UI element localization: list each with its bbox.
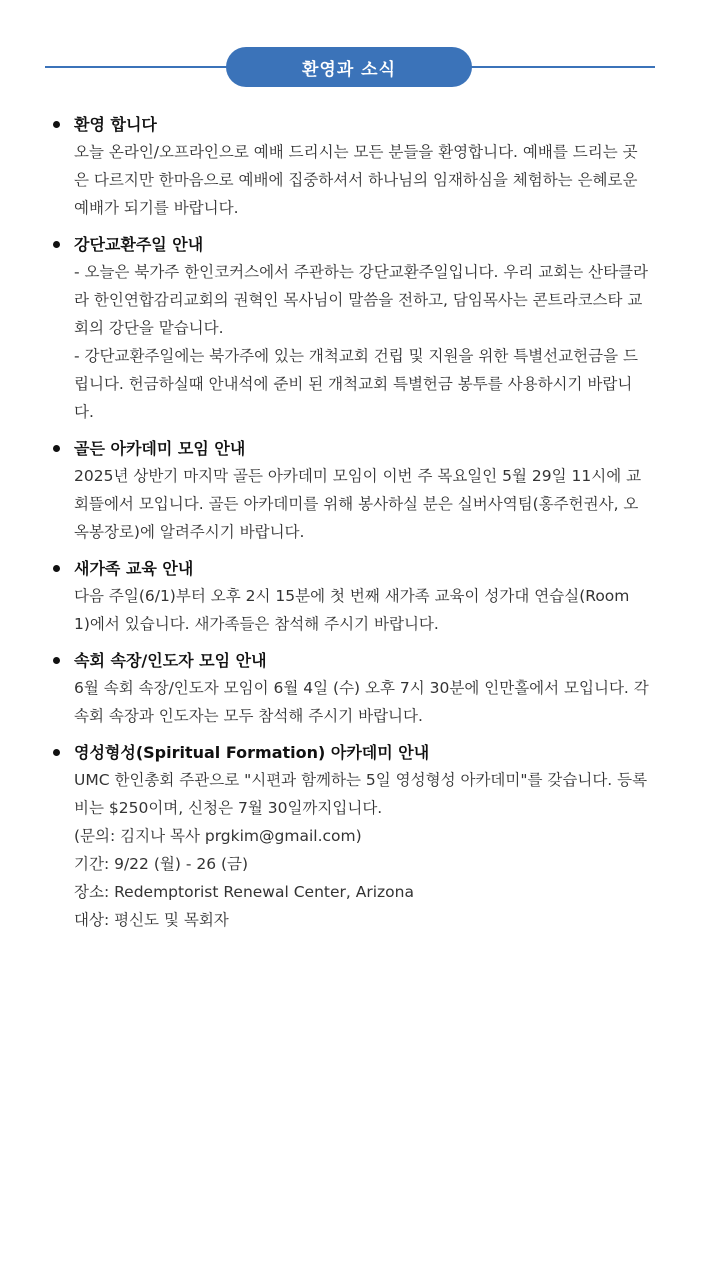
announcement-text: 다음 주일(6/1)부터 오후 2시 15분에 첫 번째 새가족 교육이 성가대 연습실(Room 1)에서 있습니다. 새가족들은 참석해 주시기 바랍니다. <box>74 587 630 633</box>
announcement-item <box>50 112 650 222</box>
announcement-body <box>74 674 649 730</box>
header-divider-right <box>465 66 655 68</box>
announcements-list <box>50 112 650 944</box>
section-header <box>0 0 702 110</box>
bullet-icon <box>53 121 60 128</box>
announcement-text: - 강단교환주일에는 북가주에 있는 개척교회 건립 및 지원을 위한 특별선교헌금을 드립니다. 헌금하실때 안내석에 준비 된 개척교회 특별헌금 봉투를 사용하시기 바랍니다. <box>74 347 638 421</box>
announcement-body <box>74 766 649 934</box>
announcement-item <box>50 648 650 730</box>
bullet-icon <box>53 565 60 572</box>
header-divider-left <box>45 66 235 68</box>
announcement-text: UMC 한인총회 주관으로 "시편과 함께하는 5일 영성형성 아카데미"를 갖습니다. 등록비는 $250이며, 신청은 7월 30일까지입니다. <box>74 771 648 817</box>
location-line: 장소: Redemptorist Renewal Center, Arizona <box>74 883 414 901</box>
announcement-title: 영성형성(Spiritual Formation) 아카데미 안내 <box>74 743 430 762</box>
announcement-text: - 오늘은 북가주 한인코커스에서 주관하는 강단교환주일입니다. 우리 교회는 산타클라라 한인연합감리교회의 권혁인 목사님이 말씀을 전하고, 담임목사는 콘트라코스타 교회의 강단을 맡습니다. <box>74 263 648 337</box>
bullet-icon <box>53 749 60 756</box>
announcement-text: 2025년 상반기 마지막 골든 아카데미 모임이 이번 주 목요일인 5월 29일 11시에 교회뜰에서 모입니다. 골든 아카데미를 위해 봉사하실 분은 실버사역팀(홍주헌권사, 오옥봉장로)에 알려주시기 바랍니다. <box>74 467 642 541</box>
announcement-item <box>50 232 650 426</box>
announcement-body <box>74 258 649 426</box>
date-line: 기간: 9/22 (월) - 26 (금) <box>74 855 249 873</box>
announcement-title: 환영 합니다 <box>74 115 157 134</box>
announcement-item <box>50 436 650 546</box>
bullet-icon <box>53 445 60 452</box>
announcement-title: 강단교환주일 안내 <box>74 235 204 254</box>
announcement-title: 골든 아카데미 모임 안내 <box>74 439 246 458</box>
contact-line: (문의: 김지나 목사 prgkim@gmail.com) <box>74 827 362 845</box>
announcement-item <box>50 556 650 638</box>
announcement-text: 6월 속회 속장/인도자 모임이 6월 4일 (수) 오후 7시 30분에 인만홀에서 모입니다. 각 속회 속장과 인도자는 모두 참석해 주시기 바랍니다. <box>74 679 649 725</box>
announcement-title: 속회 속장/인도자 모임 안내 <box>74 651 267 670</box>
announcement-text: 오늘 온라인/오프라인으로 예배 드리시는 모든 분들을 환영합니다. 예배를 드리는 곳은 다르지만 한마음으로 예배에 집중하셔서 하나님의 임재하심을 체험하는 은혜로운 예배가 되기를 바랍니다. <box>74 143 638 217</box>
audience-line: 대상: 평신도 및 목회자 <box>74 911 229 929</box>
bullet-icon <box>53 657 60 664</box>
section-title: 환영과 소식 <box>226 47 472 87</box>
announcement-body <box>74 582 649 638</box>
announcement-item <box>50 740 650 934</box>
bullet-icon <box>53 241 60 248</box>
announcement-body <box>74 462 649 546</box>
announcement-title: 새가족 교육 안내 <box>74 559 194 578</box>
announcement-body <box>74 138 649 222</box>
